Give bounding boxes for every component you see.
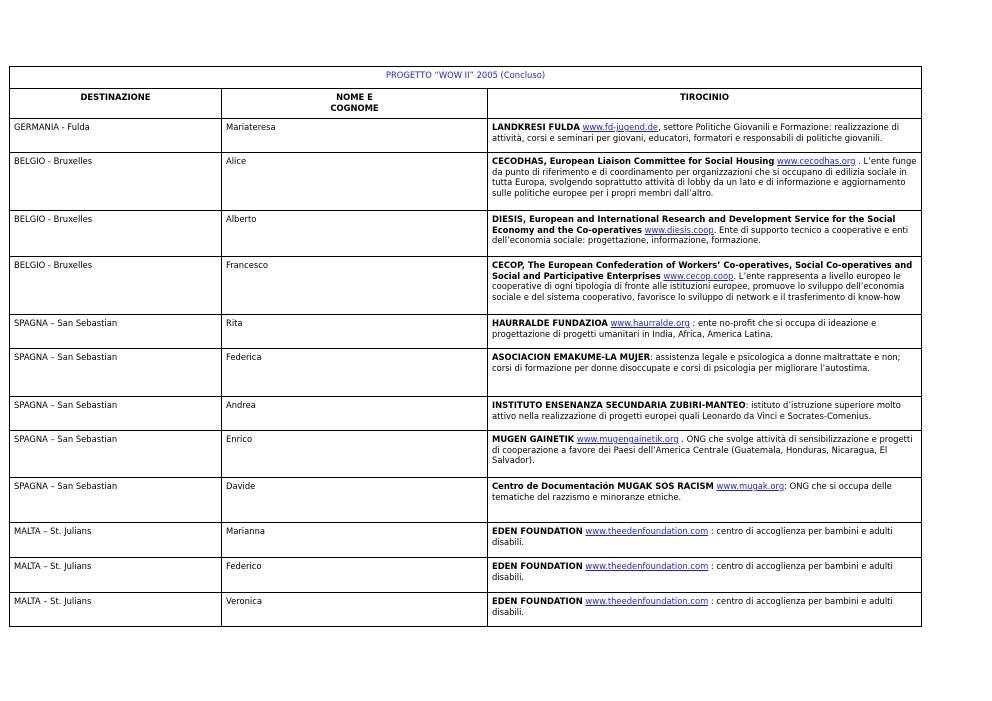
organization-description: . ONG che svolge attività di sensibilizzazione e progetti di cooperazione a favore dei Paesi dell’America Centrale (Guatemala, Honduras, Nicaragua, El Salvador). bbox=[492, 434, 913, 466]
internship-cell bbox=[488, 349, 922, 397]
name-cell: Enrico bbox=[222, 431, 488, 478]
table-row bbox=[10, 315, 922, 349]
table-row bbox=[10, 593, 922, 627]
name-cell: Alberto bbox=[222, 211, 488, 257]
table-row bbox=[10, 119, 922, 153]
internship-cell bbox=[488, 153, 922, 211]
organization-description: : ONG che si occupa delle tematiche del razzismo e minoranze etniche. bbox=[492, 481, 892, 502]
organization-name: CECOP, The European Confederation of Workers’ Co-operatives, Social Co-operatives and Social and Participative Enterprises bbox=[492, 260, 913, 281]
internship-cell bbox=[488, 257, 922, 315]
organization-description: . L’ente rappresenta a livello europeo le cooperative di ogni tipologia di fronte alle istituzioni europee, promuove lo sviluppo dell’economia sociale e del sistema cooperativo, favorisce lo sviluppo di network e il trasferimento di know-how bbox=[492, 270, 905, 302]
destination-cell: BELGIO - Bruxelles bbox=[10, 257, 222, 315]
table-row bbox=[10, 431, 922, 478]
table-row bbox=[10, 558, 922, 593]
table-body bbox=[10, 119, 922, 627]
destination-cell: GERMANIA - Fulda bbox=[10, 119, 222, 153]
destination-cell: MALTA – St. Julians bbox=[10, 523, 222, 558]
name-cell: Veronica bbox=[222, 593, 488, 627]
title-row bbox=[10, 67, 922, 89]
internship-cell bbox=[488, 558, 922, 593]
header-nome-line1: NOME E bbox=[336, 92, 373, 102]
destination-cell: SPAGNA – San Sebastian bbox=[10, 349, 222, 397]
name-cell: Federica bbox=[222, 349, 488, 397]
organization-name: EDEN FOUNDATION bbox=[492, 596, 583, 606]
header-destinazione: DESTINAZIONE bbox=[10, 89, 222, 119]
destination-cell: MALTA – St. Julians bbox=[10, 593, 222, 627]
name-cell: Federico bbox=[222, 558, 488, 593]
header-nome-line2: COGNOME bbox=[330, 102, 379, 113]
internship-cell bbox=[488, 431, 922, 478]
organization-link[interactable]: www.theedenfoundation.com bbox=[585, 526, 709, 536]
organization-link[interactable]: www.mugengainetik.org bbox=[576, 434, 679, 444]
organization-name: EDEN FOUNDATION bbox=[492, 526, 583, 536]
internship-table bbox=[9, 66, 922, 627]
organization-name: ASOCIACION EMAKUME-LA MUJER bbox=[492, 352, 651, 362]
organization-description: : assistenza legale e psicologica a donne maltrattate e non; corsi di formazione per donne disoccupate e corsi di psicologia per migliorare l’autostima. bbox=[492, 352, 901, 373]
destination-cell: SPAGNA – San Sebastian bbox=[10, 431, 222, 478]
header-nome-cognome bbox=[222, 89, 488, 119]
destination-cell: SPAGNA – San Sebastian bbox=[10, 315, 222, 349]
organization-link[interactable]: www.theedenfoundation.com bbox=[585, 596, 709, 606]
name-cell: Alice bbox=[222, 153, 488, 211]
name-cell: Mariateresa bbox=[222, 119, 488, 153]
name-cell: Davide bbox=[222, 478, 488, 523]
table-title: PROGETTO “WOW II” 2005 (Concluso) bbox=[10, 67, 922, 89]
organization-name: DIESIS, European and International Research and Development Service for the Social Economy and the Co-operatives bbox=[492, 214, 896, 235]
destination-cell: BELGIO - Bruxelles bbox=[10, 211, 222, 257]
internship-cell bbox=[488, 593, 922, 627]
organization-link[interactable]: www.fd-jugend.de bbox=[582, 122, 659, 132]
table-row bbox=[10, 523, 922, 558]
organization-name: CECODHAS, European Liaison Committee for Social Housing bbox=[492, 156, 775, 166]
organization-description: : centro di accoglienza per bambini e adulti disabili. bbox=[492, 526, 893, 547]
organization-name: HAURRALDE FUNDAZIOA bbox=[492, 318, 608, 328]
internship-cell bbox=[488, 315, 922, 349]
organization-name: EDEN FOUNDATION bbox=[492, 561, 583, 571]
internship-cell bbox=[488, 211, 922, 257]
name-cell: Andrea bbox=[222, 397, 488, 431]
organization-description: . Ente di supporto tecnico a cooperative e enti dell’economia sociale: progettazione, informazione, formazione. bbox=[492, 224, 909, 246]
table-row bbox=[10, 153, 922, 211]
organization-description: : centro di accoglienza per bambini e adulti disabili. bbox=[492, 561, 893, 582]
name-cell: Francesco bbox=[222, 257, 488, 315]
organization-description: . L’ente funge da punto di riferimento e di coordinamento per organizzazioni che si occupano di edilizia sociale in tutta Europa, svolgendo soprattutto attività di lobby da un lato e di informazione e aggiornamento sulle politiche europee per i propri membri dall’altro. bbox=[492, 156, 917, 198]
destination-cell: MALTA – St. Julians bbox=[10, 558, 222, 593]
organization-name: Centro de Documentación MUGAK SOS RACISM bbox=[492, 481, 714, 491]
internship-cell bbox=[488, 523, 922, 558]
internship-cell bbox=[488, 478, 922, 523]
header-row bbox=[10, 89, 922, 119]
internship-cell bbox=[488, 119, 922, 153]
internship-cell bbox=[488, 397, 922, 431]
destination-cell: SPAGNA – San Sebastian bbox=[10, 478, 222, 523]
table-row bbox=[10, 211, 922, 257]
organization-description: : istituto d’istruzione superiore molto attivo nella realizzazione di progetti europei quali Leonardo da Vinci e Socrates-Comenius. bbox=[492, 400, 901, 421]
name-cell: Marianna bbox=[222, 523, 488, 558]
table-row bbox=[10, 478, 922, 523]
organization-link[interactable]: www.cecop.coop bbox=[663, 270, 734, 281]
name-cell: Rita bbox=[222, 315, 488, 349]
header-tirocinio: TIROCINIO bbox=[488, 89, 922, 119]
organization-description: : ente no-profit che si occupa di ideazione e progettazione di progetti umanitari in India, Africa, America Latina. bbox=[492, 318, 877, 339]
destination-cell: BELGIO - Bruxelles bbox=[10, 153, 222, 211]
organization-link[interactable]: www.diesis.coop bbox=[644, 224, 714, 235]
organization-description: , settore Politiche Giovanili e Formazione: realizzazione di attività, corsi e seminari per giovani, educatori, formatori e responsabili di politiche giovanili. bbox=[492, 122, 900, 143]
organization-description: : centro di accoglienza per bambini e adulti disabili. bbox=[492, 596, 893, 617]
organization-name: MUGEN GAINETIK bbox=[492, 434, 575, 444]
table-row bbox=[10, 257, 922, 315]
organization-name: INSTITUTO ENSENANZA SECUNDARIA ZUBIRI-MANTEO bbox=[492, 400, 746, 410]
table-row bbox=[10, 349, 922, 397]
destination-cell: SPAGNA – San Sebastian bbox=[10, 397, 222, 431]
organization-link[interactable]: www.theedenfoundation.com bbox=[585, 561, 709, 571]
table-row bbox=[10, 397, 922, 431]
organization-link[interactable]: www.mugak.org bbox=[716, 481, 785, 491]
organization-name: LANDKRESI FULDA bbox=[492, 122, 580, 132]
organization-link[interactable]: www.haurralde.org bbox=[610, 318, 690, 328]
organization-link[interactable]: www.cecodhas.org bbox=[777, 156, 856, 166]
